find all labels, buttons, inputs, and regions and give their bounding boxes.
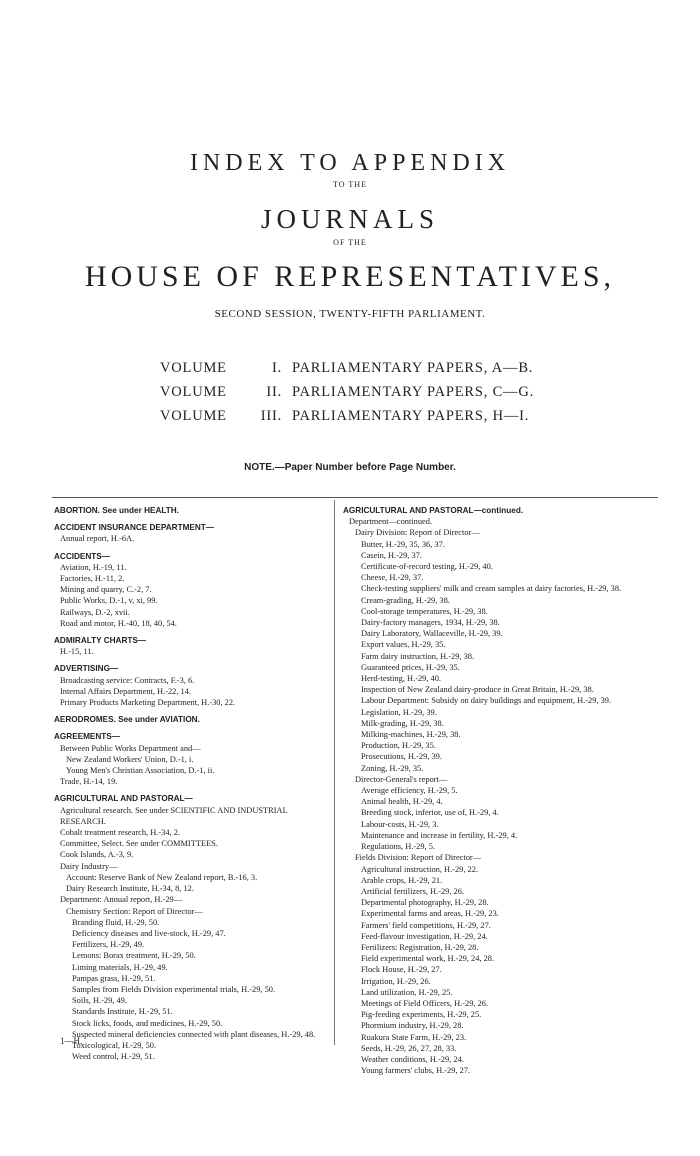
index-entry: Broadcasting service: Contracts, F.-3, 6. — [60, 675, 195, 685]
title-line-journals: JOURNALS — [260, 204, 440, 234]
index-column-right — [343, 505, 623, 1076]
index-entry: Railways, D.-2, xvii. — [60, 607, 130, 617]
index-entry: Director-General's report— — [355, 774, 448, 784]
index-entry: Field experimental work, H.-29, 24, 28. — [361, 954, 495, 964]
index-entry: Flock House, H.-29, 27. — [361, 965, 442, 975]
index-entry: Prosecutions, H.-29, 39. — [361, 752, 442, 762]
index-entry: Feed-flavour investigation, H.-29, 24. — [361, 931, 488, 941]
index-entry: Seeds, H.-29, 26, 27, 28, 33. — [361, 1043, 457, 1053]
index-entry: Casein, H.-29, 37. — [361, 550, 422, 560]
volume-list — [160, 356, 540, 428]
title-line-index: INDEX TO APPENDIX — [189, 150, 511, 176]
index-entry: Inspection of New Zealand dairy-produce in Great Britain, H.-29, 38. — [361, 685, 594, 695]
note-line: NOTE.—Paper Number before Page Number. — [244, 462, 456, 473]
index-entry: Cook Islands, A.-3, 9. — [60, 850, 134, 860]
index-entry: Phormium industry, H.-29, 28. — [361, 1021, 464, 1031]
index-entry: Primary Products Marketing Department, H.-30, 22. — [60, 698, 236, 708]
index-entry: Regulations, H.-29, 5. — [361, 842, 435, 852]
index-entry: Lemons: Borax treatment, H.-29, 50. — [72, 951, 196, 961]
index-entry: Liming materials, H.-29, 49. — [72, 962, 168, 972]
volume-text: PARLIAMENTARY PAPERS, A—B. — [292, 360, 534, 376]
index-entry: Artificial fertilizers, H.-29, 26. — [361, 886, 465, 896]
index-entry: Pampas grass, H.-29, 51. — [72, 973, 156, 983]
index-entry: Public Works, D.-1, v, xi, 99. — [60, 596, 158, 606]
index-heading: AGREEMENTS— — [54, 732, 120, 742]
index-entry: Deficiency diseases and live-stock, H.-29, 47. — [72, 928, 226, 938]
index-entry: Zoning, H.-29, 35. — [361, 763, 424, 773]
index-heading: AERODROMES. See under AVIATION. — [54, 715, 200, 725]
index-entry: Animal health, H.-29, 4. — [361, 797, 443, 807]
index-entry: Cobalt treatment research, H.-34, 2. — [60, 828, 180, 838]
index-heading: ACCIDENT INSURANCE DEPARTMENT— — [54, 523, 214, 533]
volume-label: VOLUME — [160, 384, 227, 400]
column-divider — [334, 500, 335, 1045]
index-entry: Branding fluid, H.-29, 50. — [72, 917, 160, 927]
index-entry: Fertilizers: Registration, H.-29, 28. — [361, 942, 479, 952]
index-entry: Chemistry Section: Report of Director— — [66, 906, 203, 916]
session-line: SECOND SESSION, TWENTY-FIFTH PARLIAMENT. — [214, 308, 486, 320]
index-entry: Account: Reserve Bank of New Zealand report, B.-16, 3. — [66, 872, 258, 882]
index-entry: Department: Annual report, H.-29— — [60, 895, 183, 905]
index-entry: Breeding stock, inferior, use of, H.-29, 4. — [361, 808, 499, 818]
volume-text: PARLIAMENTARY PAPERS, H—I. — [292, 408, 530, 424]
index-entry: Certificate-of-record testing, H.-29, 40. — [361, 562, 493, 572]
volume-line — [160, 380, 540, 404]
index-entry: Land utilization, H.-29, 25. — [361, 987, 453, 997]
index-entry: Road and motor, H.-40, 18, 40, 54. — [60, 618, 177, 628]
index-heading: AGRICULTURAL AND PASTORAL—continued. — [343, 506, 524, 515]
index-entry: Export values, H.-29, 35. — [361, 640, 446, 650]
index-entry: Samples from Fields Division experimental trials, H.-29, 50. — [72, 984, 276, 994]
index-entry: Aviation, H.-19, 11. — [60, 562, 127, 572]
index-entry: Average efficiency, H.-29, 5. — [361, 786, 458, 796]
index-entry: Stock licks, foods, and medicines, H.-29, 50. — [72, 1018, 223, 1028]
index-entry: Arable crops, H.-29, 21. — [361, 875, 443, 885]
index-entry: Butter, H.-29, 35, 36, 37. — [361, 539, 445, 549]
index-entry: Mining and quarry, C.-2, 7. — [60, 585, 152, 595]
index-entry: Dairy Industry— — [60, 861, 118, 871]
index-entry: Soils, H.-29, 49. — [72, 996, 127, 1006]
volume-text: PARLIAMENTARY PAPERS, C—G. — [292, 384, 535, 400]
title-line-to-the: TO THE — [333, 180, 367, 189]
index-entry: Milking-machines, H.-29, 38. — [361, 730, 461, 740]
index-entry: Weather conditions, H.-29, 24. — [361, 1054, 464, 1064]
index-entry: Annual report, H.-6A. — [60, 534, 135, 544]
index-entry: Farm dairy instruction, H.-29, 38. — [361, 651, 475, 661]
volume-label: VOLUME — [160, 408, 227, 424]
index-heading: ADMIRALTY CHARTS— — [54, 636, 147, 646]
index-entry: Labour Department: Subsidy on dairy buildings and equipment, H.-29, 39. — [361, 696, 612, 706]
index-entry: Standards Institute, H.-29, 51. — [72, 1007, 173, 1017]
index-entry: Young Men's Christian Association, D.-1, ii. — [66, 766, 215, 776]
index-entry: Meetings of Field Officers, H.-29, 26. — [361, 998, 489, 1008]
index-heading: ACCIDENTS— — [54, 551, 110, 561]
index-entry: Guaranteed prices, H.-29, 35. — [361, 662, 460, 672]
index-entry: Herd-testing, H.-29, 40. — [361, 674, 442, 684]
index-heading: AGRICULTURAL AND PASTORAL— — [54, 794, 193, 804]
index-entry: Fertilizers, H.-29, 49. — [72, 940, 145, 950]
index-entry: Factories, H.-11, 2. — [60, 574, 125, 584]
title-line-house: HOUSE OF REPRESENTATIVES, — [84, 260, 616, 293]
index-entry: Production, H.-29, 35. — [361, 741, 436, 751]
index-entry: Maintenance and increase in fertility, H.-29, 4. — [361, 830, 518, 840]
index-entry: Trade, H.-14, 19. — [60, 777, 118, 787]
index-entry: Irrigation, H.-29, 26. — [361, 976, 431, 986]
index-entry: Cheese, H.-29, 37. — [361, 573, 424, 583]
index-entry: Toxicological, H.-29, 50. — [72, 1040, 157, 1050]
index-entry: Department—continued. — [349, 517, 433, 527]
volume-number: II. — [266, 384, 282, 400]
index-entry: Cream-grading, H.-29, 38. — [361, 595, 450, 605]
page-signature: 1—H. — [60, 1036, 83, 1046]
volume-line — [160, 404, 540, 428]
index-entry: Dairy-factory managers, 1934, H.-29, 38. — [361, 618, 500, 628]
volume-label: VOLUME — [160, 360, 227, 376]
index-entry: Check-testing suppliers' milk and cream samples at dairy factories, H.-29, 38. — [361, 584, 622, 594]
index-entry: Pig-feeding experiments, H.-29, 25. — [361, 1010, 482, 1020]
index-entry: New Zealand Workers' Union, D.-1, i. — [66, 754, 194, 764]
volume-number: I. — [271, 360, 282, 376]
index-entry: Suspected mineral deficiencies connected with plant diseases, H.-29, 48. — [72, 1029, 316, 1039]
index-entry: Weed control, H.-29, 51. — [72, 1052, 155, 1062]
index-column-left — [54, 505, 334, 1062]
index-entry: Farmers' field competitions, H.-29, 27. — [361, 920, 491, 930]
top-rule — [52, 497, 658, 498]
index-entry: Milk-grading, H.-29, 38. — [361, 718, 444, 728]
volume-line — [160, 356, 540, 380]
index-entry: Between Public Works Department and— — [60, 743, 201, 753]
index-entry: Dairy Division: Report of Director— — [355, 528, 480, 538]
index-entry: Ruakura State Farm, H.-29, 23. — [361, 1032, 467, 1042]
index-entry: Internal Affairs Department, H.-22, 14. — [60, 686, 192, 696]
index-entry: Legislation, H.-29, 39. — [361, 707, 437, 717]
index-entry: Agricultural research. See under SCIENTIFIC AND INDUSTRIAL RESEARCH. — [60, 805, 288, 826]
index-entry: Agricultural instruction, H.-29, 22. — [361, 864, 478, 874]
index-entry: Experimental farms and areas, H.-29, 23. — [361, 909, 499, 919]
index-entry: Labour-costs, H.-29, 3. — [361, 819, 439, 829]
index-heading: ADVERTISING— — [54, 664, 119, 674]
index-entry: Cool-storage temperatures, H.-29, 38. — [361, 606, 488, 616]
index-entry: Dairy Laboratory, Wallaceville, H.-29, 39. — [361, 629, 503, 639]
index-heading: ABORTION. See under HEALTH. — [54, 506, 179, 515]
index-entry: Departmental photography, H.-29, 28. — [361, 898, 489, 908]
index-entry: Dairy Research Institute, H.-34, 8, 12. — [66, 884, 194, 894]
index-entry: Young farmers' clubs, H.-29, 27. — [361, 1066, 471, 1076]
index-entry: H.-15, 11. — [60, 647, 94, 657]
title-block — [0, 148, 700, 473]
index-entry: Fields Division: Report of Director— — [355, 853, 482, 863]
title-line-of-the: OF THE — [333, 238, 367, 247]
index-entry: Committee, Select. See under COMMITTEES. — [60, 839, 218, 849]
volume-number: III. — [260, 408, 282, 424]
